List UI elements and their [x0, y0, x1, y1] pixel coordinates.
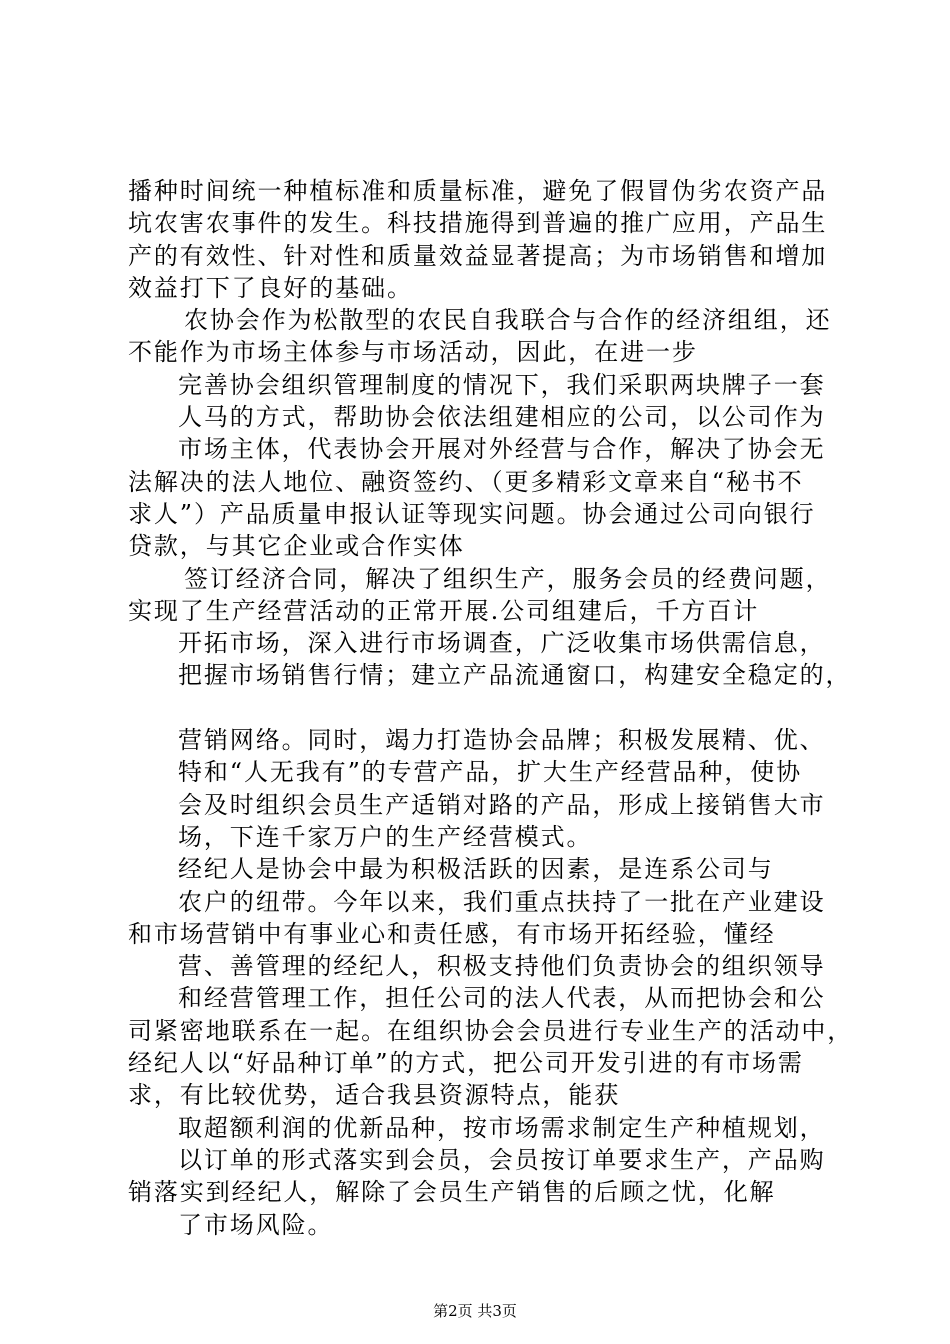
- text-line: 法解决的法人地位、融资签约、（更多精彩文章来自“秘书不: [128, 467, 804, 496]
- text-line: 签订经济合同，解决了组织生产，服务会员的经费问题，: [184, 564, 832, 593]
- text-line: 会及时组织会员生产适销对路的产品，形成上接销售大市: [178, 790, 826, 819]
- text-line: 经纪人是协会中最为积极活跃的因素，是连系公司与: [178, 855, 774, 884]
- text-line: 播种时间统一种植标准和质量标准，避免了假冒伪劣农资产品: [128, 177, 828, 205]
- body-text: [128, 175, 854, 1241]
- text-line: 人马的方式，帮助协会依法组建相应的公司，以公司作为: [178, 403, 826, 432]
- text-line-blank: [128, 692, 848, 724]
- text-line: 贷款，与其它企业或合作实体: [128, 532, 465, 561]
- text-line: 司紧密地联系在一起。在组织协会会员进行专业生产的活动中，: [128, 1016, 854, 1045]
- text-line: 销落实到经纪人，解除了会员生产销售的后顾之忧，化解: [128, 1178, 776, 1207]
- text-line: 不能作为市场主体参与市场活动，因此，在进一步: [128, 338, 698, 367]
- page-number-footer: 第2页 共3页: [433, 1302, 517, 1320]
- text-line: 效益打下了良好的基础。: [128, 273, 413, 302]
- text-line: 营销网络。同时，竭力打造协会品牌；积极发展精、优、: [178, 726, 826, 755]
- text-line: 开拓市场，深入进行市场调查，广泛收集市场供需信息，: [178, 629, 826, 658]
- text-line: 求，有比较优势，适合我县资源特点，能获: [128, 1081, 621, 1110]
- text-line: 市场主体，代表协会开展对外经营与合作，解决了协会无: [178, 435, 826, 464]
- text-line: 场，下连千家万户的生产经营模式。: [178, 822, 593, 851]
- text-line: 营、善管理的经纪人，积极支持他们负责协会的组织领导: [178, 952, 826, 981]
- text-line: 求人”）产品质量申报认证等现实问题。协会通过公司向银行: [128, 499, 816, 528]
- text-line: 实现了生产经营活动的正常开展.公司组建后，千方百计: [128, 596, 760, 625]
- text-line: 经纪人以“好品种订单”的方式，把公司开发引进的有市场需: [128, 1049, 804, 1078]
- text-line: 把握市场销售行情；建立产品流通窗口，构建安全稳定的，: [178, 661, 852, 690]
- text-line: 特和“人无我有”的专营产品，扩大生产经营品种，使协: [178, 758, 803, 787]
- text-line: 农协会作为松散型的农民自我联合与合作的经济组组，还: [184, 306, 832, 335]
- text-line: 以订单的形式落实到会员，会员按订单要求生产，产品购: [178, 1145, 826, 1174]
- text-line: 农户的纽带。今年以来，我们重点扶持了一批在产业建设: [178, 887, 826, 916]
- text-line: 取超额利润的优新品种，按市场需求制定生产种植规划，: [178, 1113, 826, 1142]
- text-line: 坑农害农事件的发生。科技措施得到普遍的推广应用，产品生: [128, 209, 828, 238]
- text-line: 和市场营销中有事业心和责任感，有市场开拓经验，懂经: [128, 919, 776, 948]
- text-line: 完善协会组织管理制度的情况下，我们采职两块牌子一套: [178, 370, 826, 399]
- text-line: 产的有效性、针对性和质量效益显著提高；为市场销售和增加: [128, 241, 828, 270]
- text-line: 和经营管理工作，担任公司的法人代表，从而把协会和公: [178, 984, 826, 1013]
- text-line: 了市场风险。: [178, 1210, 334, 1239]
